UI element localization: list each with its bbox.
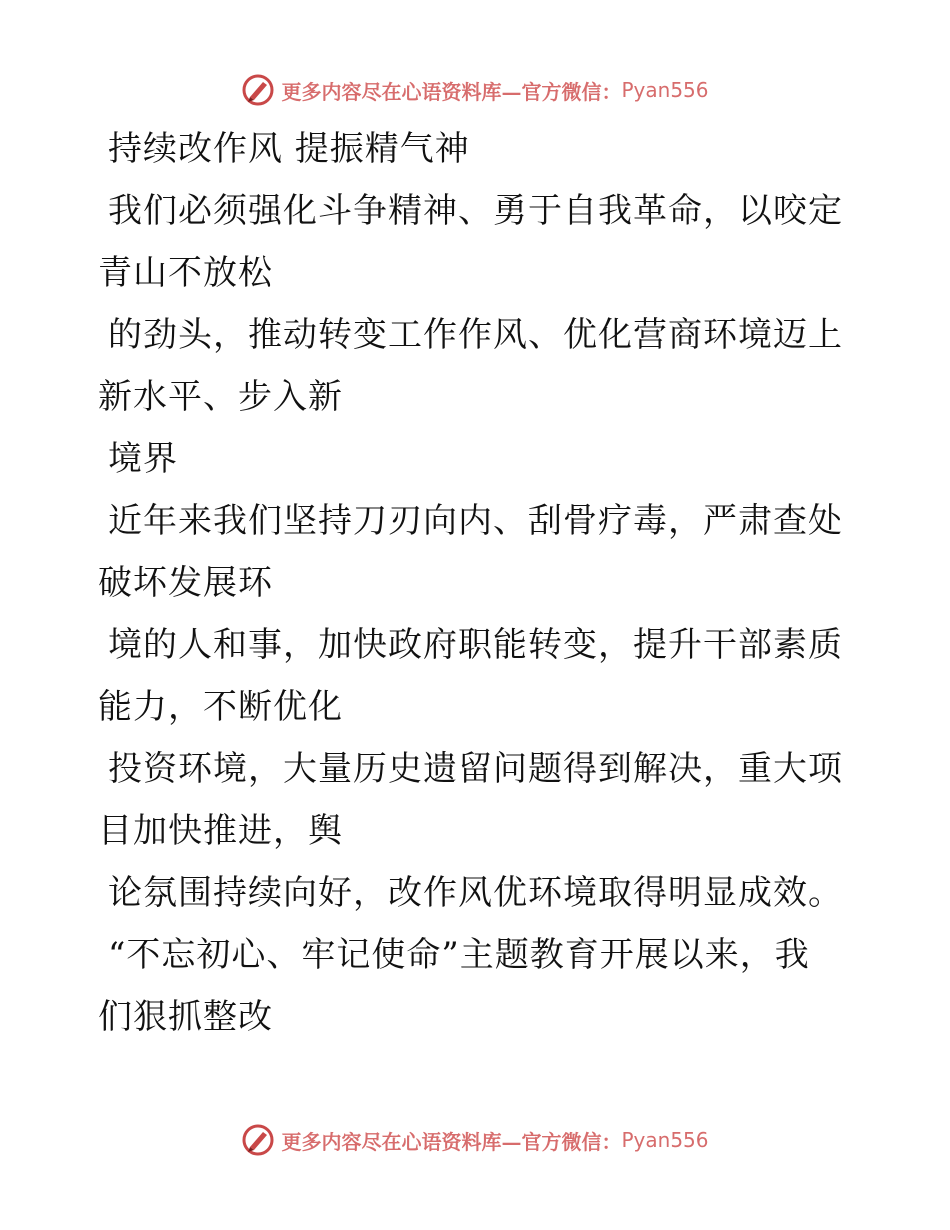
text-line: “不忘初心、牢记使命”主题教育开展以来，我 bbox=[108, 935, 810, 975]
text-line: 新水平、步入新 bbox=[98, 377, 343, 417]
text-line: 的劲头，推动转变工作作风、优化营商环境迈上 bbox=[108, 315, 843, 355]
text-line: 境的人和事，加快政府职能转变，提升干部素质 bbox=[108, 625, 843, 665]
text-line: 持续改作风 提振精气神 bbox=[108, 129, 470, 169]
text-line: 们狠抓整改 bbox=[98, 997, 273, 1037]
text-line: 我们必须强化斗争精神、勇于自我革命，以咬定 bbox=[108, 191, 843, 231]
document-body bbox=[98, 118, 858, 1048]
text-line: 破坏发展环 bbox=[98, 563, 273, 603]
footer-banner bbox=[0, 1118, 950, 1162]
text-line: 目加快推进，舆 bbox=[98, 811, 343, 851]
banner-text: 更多内容尽在心语资料库—官方微信： bbox=[281, 1129, 622, 1154]
text-line: 投资环境，大量历史遗留问题得到解决，重大项 bbox=[108, 749, 843, 789]
text-line: 能力，不断优化 bbox=[98, 687, 343, 727]
text-line: 近年来我们坚持刀刃向内、刮骨疗毒，严肃查处 bbox=[108, 501, 843, 541]
pen-logo-icon bbox=[241, 1123, 275, 1157]
header-banner bbox=[0, 68, 950, 112]
pen-logo-icon bbox=[241, 73, 275, 107]
banner-handle: Pyan556 bbox=[621, 78, 709, 102]
text-line: 境界 bbox=[108, 439, 178, 479]
text-line: 青山不放松 bbox=[98, 253, 273, 293]
banner-text: 更多内容尽在心语资料库—官方微信： bbox=[281, 79, 622, 104]
text-line: 论氛围持续向好，改作风优环境取得明显成效。 bbox=[108, 873, 843, 913]
banner-handle: Pyan556 bbox=[621, 1128, 709, 1152]
